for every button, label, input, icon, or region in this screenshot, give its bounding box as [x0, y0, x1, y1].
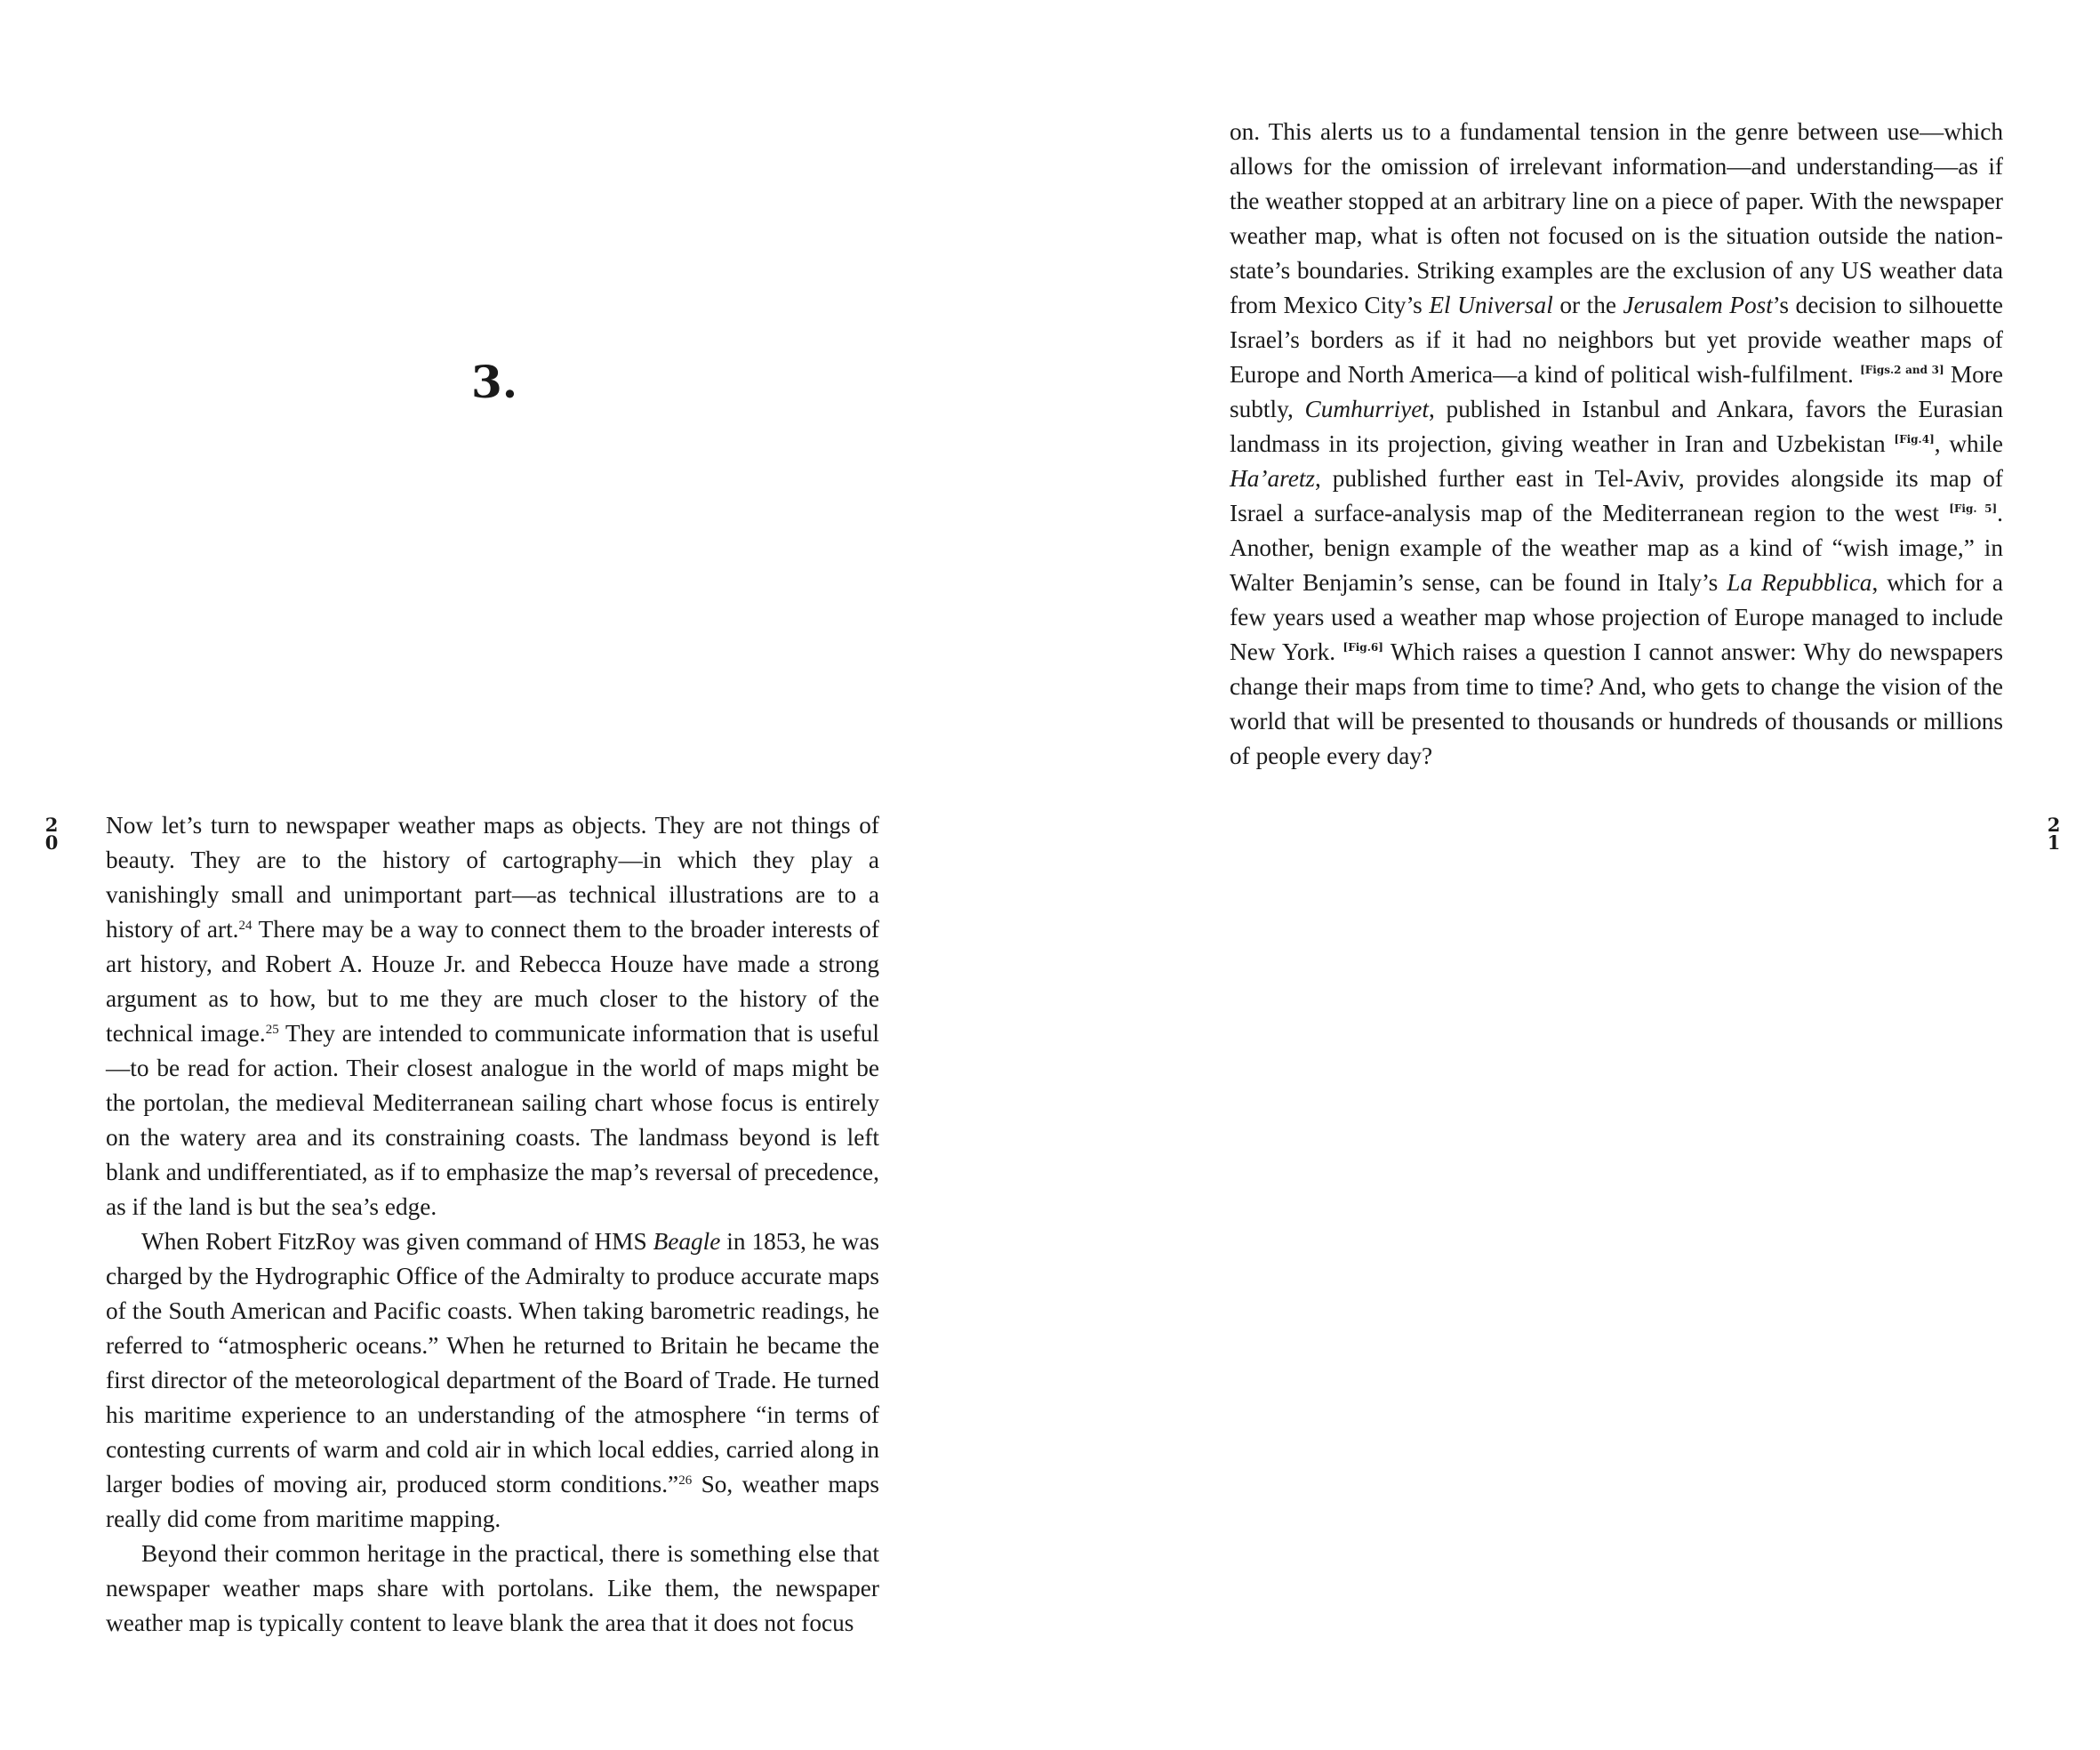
paragraph-text: , published further east in Tel-Aviv, provides alongside its map of Israel a surface-analysis map of the Mediterranean region to the west: [1230, 465, 2003, 526]
paragraph-text: , while: [1934, 430, 2003, 457]
page-number-right: [2043, 816, 2064, 852]
body-paragraph: [1230, 115, 2003, 774]
paragraph-text: So, weather maps really did come from maritime mapping.: [106, 1471, 879, 1532]
newspaper-title: El Universal: [1429, 292, 1553, 318]
paragraph-text: or the: [1552, 292, 1623, 318]
figure-ref: [Figs.2 and 3]: [1860, 364, 1944, 376]
newspaper-title: La Repubblica: [1727, 569, 1872, 596]
newspaper-title: Ha’aretz: [1230, 465, 1316, 492]
paragraph-text: . Another, benign example of the weather map as a kind of “wish image,” in Walter Benjamin’s sense, can be found in Italy’s: [1230, 500, 2003, 596]
footnote-ref: 25: [265, 1023, 279, 1037]
page-number-digit: 2: [2047, 814, 2061, 836]
newspaper-title: Jerusalem Post: [1623, 292, 1773, 318]
paragraph-text: They are intended to communicate information that is useful—to be read for action. Their closest analogue in the world of maps might be the portolan, the medieval Mediterranean sailing chart whose focus is entirely on the watery area and its constraining coasts. The landmass beyond is left blank and undifferentiated, as if to emphasize the map’s reversal of precedence, as if the land is but the sea’s edge.: [106, 1020, 880, 1220]
newspaper-title: Cumhurriyet: [1304, 396, 1430, 422]
paragraph-text: There may be a way to connect them to the broader interests of art history, and Robert A. Houze Jr. and Rebecca Houze have made a strong argument as to how, but to me they are much closer to the history of the technical image.: [106, 916, 879, 1047]
figure-ref: [Fig.4]: [1894, 433, 1935, 446]
footnote-ref: 26: [678, 1473, 693, 1488]
paragraph-text: More subtly,: [1230, 361, 2004, 422]
paragraph-text: ’s decision to silhouette Israel’s borders as if it had no neighbors but yet provide weather maps of Europe and North America—a kind of political wish-fulfilment.: [1230, 292, 2003, 388]
paragraph-text: in 1853, he was charged by the Hydrographic Office of the Admiralty to produce accurate maps of the South American and Pacific coasts. When taking barometric readings, he referred to “atmospheric oceans.” When he returned to Britain he became the first director of the meteorological department of the Board of Trade. He turned his maritime experience to an understanding of the atmosphere “in terms of contesting currents of warm and cold air in which local eddies, carried along in larger bodies of moving air, produced storm conditions.”: [106, 1228, 879, 1497]
chapter-number: 3.: [471, 356, 518, 408]
paragraph-text: , which for a few years used a weather map whose projection of Europe managed to include New York.: [1230, 569, 2003, 665]
paragraph-text: on. This alerts us to a fundamental tension in the genre between use—which allows for the omission of irrelevant information—and understanding—as if the weather stopped at an arbitrary line on a piece of paper. With the newspaper weather map, what is often not focused on is the situation outside the nation-state’s boundaries. Striking examples are the exclusion of any US weather data from Mexico City’s: [1230, 118, 2003, 318]
paragraph-text: When Robert FitzRoy was given command of HMS: [141, 1228, 653, 1255]
figure-ref: [Fig. 5]: [1949, 502, 1998, 515]
page-number-left: [41, 816, 62, 852]
left-page-body: [106, 808, 879, 1641]
page-number-digit: 0: [44, 831, 59, 854]
figure-ref: [Fig.6]: [1343, 641, 1383, 654]
body-paragraph: [106, 1224, 879, 1537]
body-paragraph: Beyond their common heritage in the practical, there is something else that newspaper weather maps share with portolans. Like them, the newspaper weather map is typically content to leave blank the area that it does not focus: [106, 1540, 879, 1636]
ship-name: Beagle: [653, 1228, 721, 1255]
paragraph-text: Now let’s turn to newspaper weather maps as objects. They are not things of beauty. They are to the history of cartography—in which they play a vanishingly small and unimportant part—as technical illustrations are to a history of art.: [106, 812, 879, 943]
page-number-digit: 1: [2047, 831, 2061, 854]
footnote-ref: 24: [238, 919, 252, 933]
body-paragraph: [106, 808, 879, 1224]
page-number-digit: 2: [44, 814, 59, 836]
right-page-body: [1230, 115, 2003, 774]
paragraph-text: Which raises a question I cannot answer: Why do newspapers change their maps from time to time? And, who gets to change the vision of the world that will be presented to thousands or hundreds of thousands or millions of people every day?: [1230, 638, 2003, 769]
paragraph-text: , published in Istanbul and Ankara, favors the Eurasian landmass in its projection, giving weather in Iran and Uzbekistan: [1230, 396, 2003, 457]
